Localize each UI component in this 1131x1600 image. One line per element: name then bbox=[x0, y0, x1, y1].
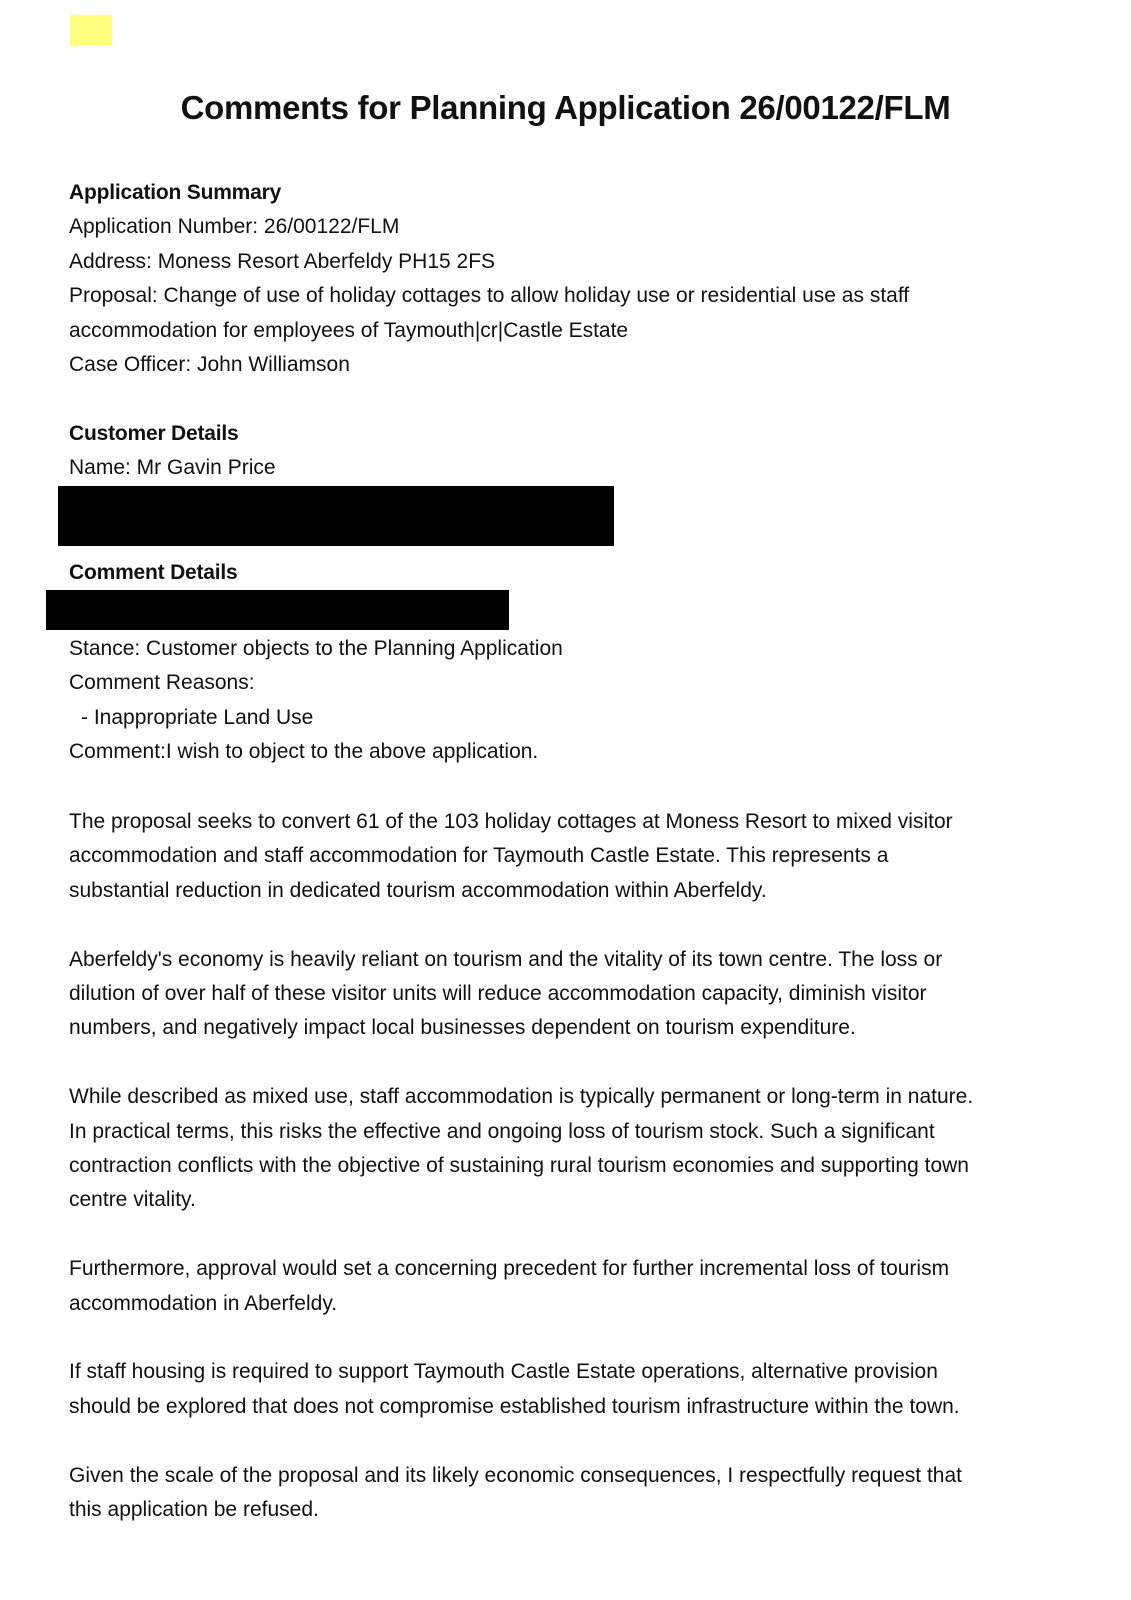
paragraph-line: Aberfeldy's economy is heavily reliant on tourism and the vitality of its town centre. The loss or bbox=[69, 947, 943, 971]
paragraph-line: If staff housing is required to support Taymouth Castle Estate operations, alternative provision bbox=[69, 1360, 938, 1384]
customer-details-section bbox=[69, 417, 1069, 486]
comment-paragraph bbox=[69, 943, 1069, 1046]
stance: Stance: Customer objects to the Planning Application bbox=[69, 637, 563, 660]
comment-body bbox=[69, 805, 1069, 1527]
paragraph-line: Furthermore, approval would set a concerning precedent for further incremental loss of tourism bbox=[69, 1257, 950, 1281]
page-title: Comments for Planning Application 26/00122/FLM bbox=[180, 89, 951, 126]
proposal-line-1: Proposal: Change of use of holiday cottages to allow holiday use or residential use as staff bbox=[69, 284, 910, 308]
comment-paragraph bbox=[69, 1459, 1069, 1528]
comment-paragraph bbox=[69, 1355, 1069, 1424]
paragraph-line: The proposal seeks to convert 61 of the 103 holiday cottages at Moness Resort to mixed visitor bbox=[69, 810, 953, 833]
redaction-block-comment bbox=[46, 590, 509, 630]
redaction-block-customer bbox=[58, 486, 614, 546]
paragraph-line: centre vitality. bbox=[69, 1188, 196, 1212]
paragraph-line: numbers, and negatively impact local businesses dependent on tourism expenditure. bbox=[69, 1016, 856, 1040]
address: Address: Moness Resort Aberfeldy PH15 2FS bbox=[69, 249, 496, 273]
proposal-line-2: accommodation for employees of Taymouth|cr|Castle Estate bbox=[69, 318, 629, 342]
comment-paragraph bbox=[69, 805, 1069, 908]
paragraph-line: While described as mixed use, staff accommodation is typically permanent or long-term in nature. bbox=[69, 1085, 974, 1109]
paragraph-line: contraction conflicts with the objective of sustaining rural tourism economies and supporting town bbox=[69, 1154, 969, 1178]
paragraph-line: Given the scale of the proposal and its likely economic consequences, I respectfully request that bbox=[69, 1463, 962, 1487]
comment-details-section bbox=[69, 632, 1069, 770]
application-number: Application Number: 26/00122/FLM bbox=[69, 215, 400, 239]
comment-intro: Comment:I wish to object to the above application. bbox=[69, 740, 539, 764]
paragraph-line: this application be refused. bbox=[69, 1498, 319, 1522]
sticky-note-highlight bbox=[70, 15, 112, 46]
comment-paragraph bbox=[69, 1080, 1069, 1218]
paragraph-line: substantial reduction in dedicated tourism accommodation within Aberfeldy. bbox=[69, 878, 767, 902]
application-summary-heading: Application Summary bbox=[69, 181, 282, 204]
comment-reasons-label: Comment Reasons: bbox=[69, 671, 255, 695]
comment-paragraph bbox=[69, 1252, 1069, 1321]
paragraph-line: In practical terms, this risks the effective and ongoing loss of tourism stock. Such a significant bbox=[69, 1119, 935, 1143]
paragraph-line: accommodation and staff accommodation for Taymouth Castle Estate. This represents a bbox=[69, 844, 889, 868]
application-summary-section bbox=[69, 176, 1069, 382]
comment-reason-item: - Inappropriate Land Use bbox=[81, 705, 314, 729]
customer-details-heading: Customer Details bbox=[69, 422, 239, 445]
paragraph-line: dilution of over half of these visitor units will reduce accommodation capacity, diminish visitor bbox=[69, 982, 927, 1006]
customer-name: Name: Mr Gavin Price bbox=[69, 456, 276, 480]
case-officer: Case Officer: John Williamson bbox=[69, 353, 350, 377]
comment-details-heading: Comment Details bbox=[69, 561, 238, 584]
paragraph-line: should be explored that does not compromise established tourism infrastructure within the town. bbox=[69, 1394, 960, 1418]
comment-details-heading-block bbox=[69, 556, 1069, 590]
paragraph-line: accommodation in Aberfeldy. bbox=[69, 1291, 338, 1315]
